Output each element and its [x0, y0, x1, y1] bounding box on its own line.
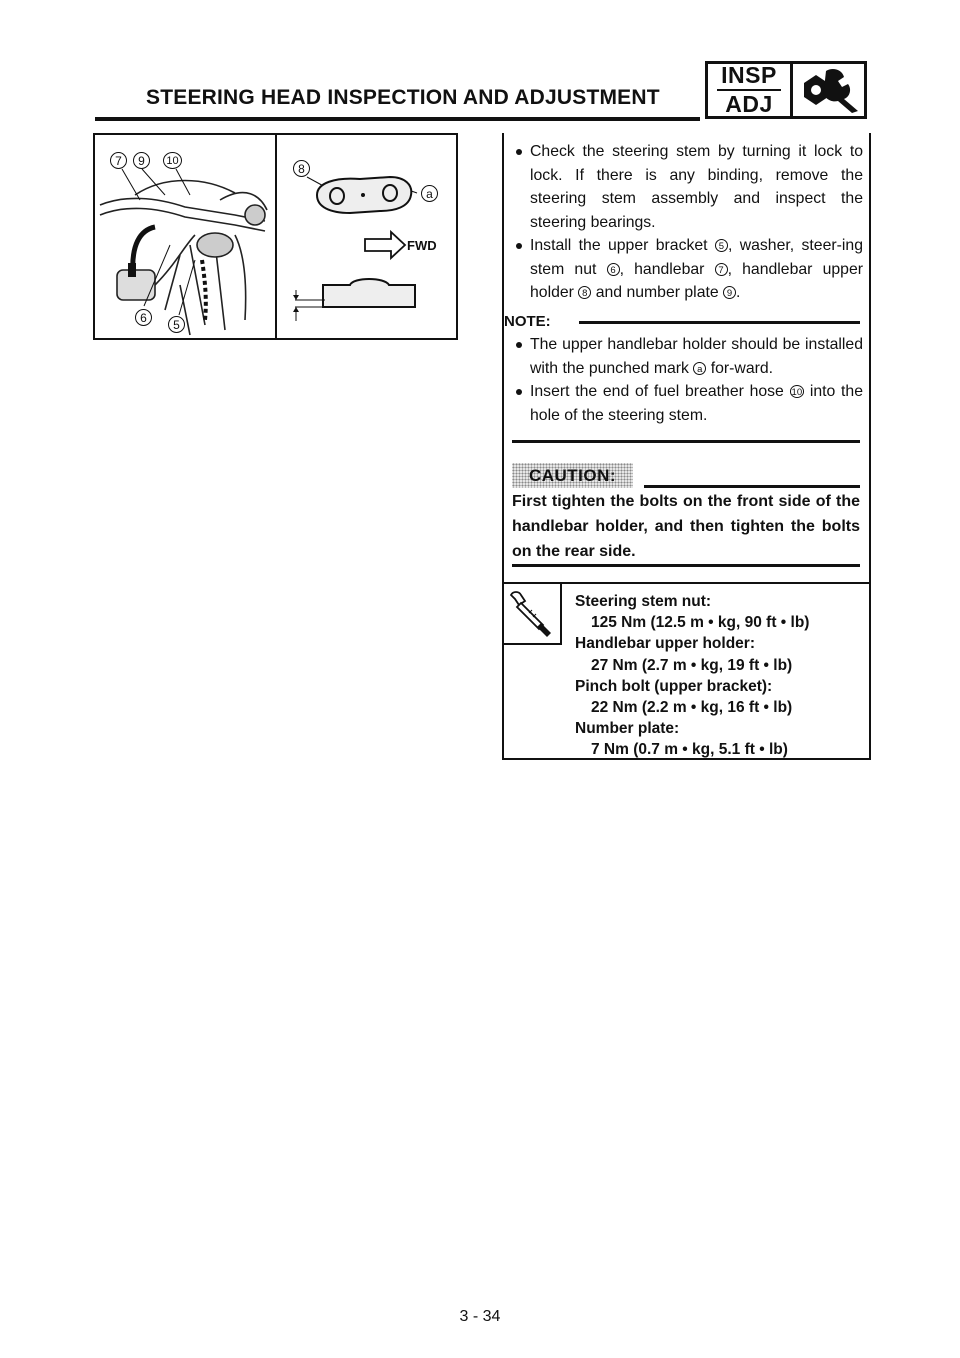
note-label: NOTE: — [504, 313, 551, 330]
note-item — [526, 333, 863, 380]
ref-8: 8 — [578, 286, 591, 299]
step-2-text: , handlebar — [619, 260, 715, 278]
note-1-text: The upper handlebar holder should be installed with the punched mark — [530, 336, 863, 377]
spec-name: Steering stem nut: — [575, 593, 712, 610]
ref-6: 6 — [607, 263, 620, 276]
bullet-icon — [516, 243, 522, 249]
step-2-text: , washer, steer-ing stem nut — [530, 237, 863, 278]
ref-5: 5 — [715, 239, 728, 252]
step-item — [526, 140, 863, 234]
ref-a: a — [693, 362, 706, 375]
callout-7: 7 — [110, 152, 127, 169]
caution-rule — [644, 485, 860, 488]
step-1-text: Check the steering stem by turning it lock to lock. If there is any binding, remove the steering stem assembly and inspect the steering bearings. — [530, 143, 863, 231]
spec-value: 125 Nm (12.5 m • kg, 90 ft • lb) — [591, 614, 810, 632]
note-end-rule — [512, 440, 860, 443]
step-2-text: . — [736, 284, 741, 301]
ref-10: 10 — [791, 387, 803, 398]
bullet-icon — [516, 389, 522, 395]
spec-name: Handlebar upper holder: — [575, 635, 755, 653]
callout-6: 6 — [135, 309, 152, 326]
note-1-text: for-ward. — [706, 359, 774, 377]
callout-8: 8 — [293, 160, 310, 177]
ref-7: 7 — [715, 263, 728, 276]
page-title: STEERING HEAD INSPECTION AND ADJUSTMENT — [146, 86, 660, 109]
torque-wrench-icon — [502, 582, 562, 645]
callout-9: 9 — [133, 152, 150, 169]
ref-9: 9 — [723, 286, 736, 299]
step-2-text: and number plate — [591, 284, 724, 301]
step-2-text: , handlebar upper holder — [530, 260, 863, 301]
step-list — [526, 140, 863, 305]
callout-10: 10 — [163, 152, 182, 169]
caution-label: CAUTION: — [512, 463, 633, 488]
wrench-nut-icon — [793, 64, 864, 116]
badge-top-label: INSP — [721, 62, 777, 88]
spec-value: 7 Nm (0.7 m • kg, 5.1 ft • lb) — [591, 741, 788, 759]
callout-a: a — [421, 185, 438, 202]
page-number: 3 - 34 — [459, 1308, 501, 1325]
bullet-icon — [516, 342, 522, 348]
spec-name: Number plate: — [575, 720, 680, 738]
bullet-icon — [516, 149, 522, 155]
fwd-label: FWD — [407, 238, 437, 253]
note-list — [526, 333, 863, 427]
note-2-text: into the hole of the steering stem. — [530, 383, 863, 424]
caution-text: First tighten the bolts on the front side of the handlebar holder, and then tighten the bolts on the rear side. — [512, 493, 860, 560]
header-rule — [95, 117, 700, 121]
spec-value: 27 Nm (2.7 m • kg, 19 ft • lb) — [591, 656, 793, 674]
section-badge — [705, 61, 867, 119]
badge-text — [708, 64, 793, 116]
note-item — [526, 380, 863, 427]
note-rule — [579, 321, 860, 324]
badge-bottom-label: ADJ — [725, 91, 773, 117]
torque-spec-list — [575, 591, 809, 761]
callout-5: 5 — [168, 316, 185, 333]
steering-illustration — [93, 133, 458, 340]
spec-value: 22 Nm (2.2 m • kg, 16 ft • lb) — [591, 699, 793, 717]
caution-end-rule — [512, 564, 860, 567]
step-2-text: Install the upper bracket — [530, 237, 715, 254]
step-item — [526, 234, 863, 305]
spec-name: Pinch bolt (upper bracket): — [575, 677, 773, 695]
note-2-text: Insert the end of fuel breather hose — [530, 383, 790, 400]
